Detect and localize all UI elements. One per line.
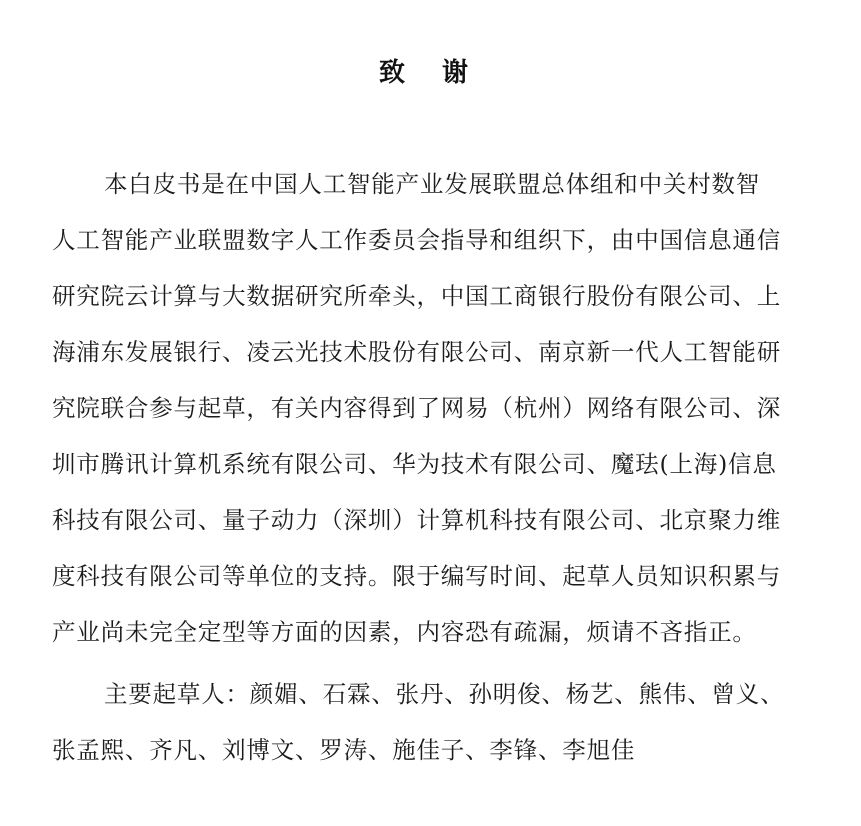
paragraph-line: 究院联合参与起草，有关内容得到了网易（杭州）网络有限公司、深	[52, 394, 781, 422]
page-title: 致 谢	[378, 58, 483, 88]
paragraph-line: 研究院云计算与大数据研究所牵头，中国工商银行股份有限公司、上	[52, 282, 781, 310]
paragraph-line: 本白皮书是在中国人工智能产业发展联盟总体组和中关村数智	[104, 170, 761, 198]
paragraph-line: 人工智能产业联盟数字人工作委员会指导和组织下，由中国信息通信	[52, 226, 781, 254]
paragraph-line: 海浦东发展银行、凌云光技术股份有限公司、南京新一代人工智能研	[52, 338, 781, 366]
paragraph-line: 张孟熙、齐凡、刘博文、罗涛、施佳子、李锋、李旭佳	[52, 736, 636, 764]
paragraph-line: 科技有限公司、量子动力（深圳）计算机科技有限公司、北京聚力维	[52, 506, 781, 534]
paragraph-line: 度科技有限公司等单位的支持。限于编写时间、起草人员知识积累与	[52, 562, 781, 590]
paragraph-line: 圳市腾讯计算机系统有限公司、华为技术有限公司、魔珐(上海)信息	[52, 450, 777, 478]
acknowledgement-paragraph	[52, 156, 822, 660]
paragraph-line: 主要起草人：颜媚、石霖、张丹、孙明俊、杨艺、熊伟、曾义、	[104, 680, 785, 708]
paragraph-line: 产业尚未完全定型等方面的因素，内容恐有疏漏，烦请不吝指正。	[52, 618, 757, 646]
drafters-paragraph	[52, 666, 822, 778]
